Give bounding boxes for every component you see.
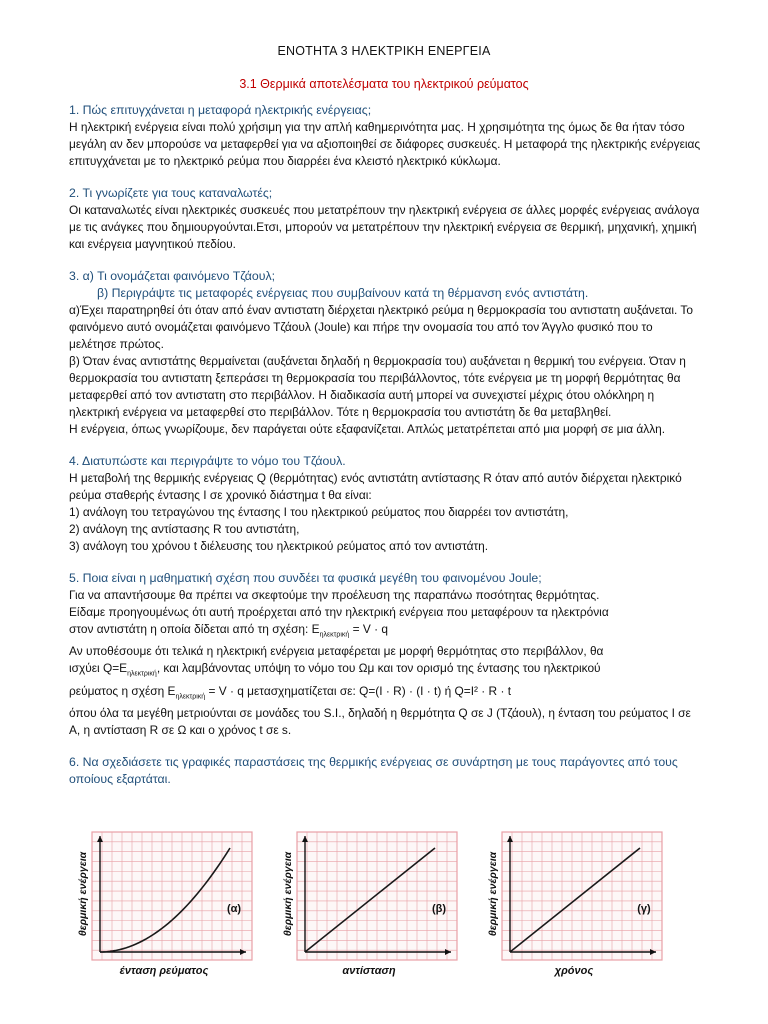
- question-1-title: 1. Πώς επιτυγχάνεται η μεταφορά ηλεκτρικής ενέργειας;: [69, 103, 372, 117]
- question-5-line-1: Για να απαντήσουμε θα πρέπει να σκεφτούμε την προέλευση της παραπάνω ποσότητας θερμότητας.: [69, 588, 600, 602]
- graph-resistance: [271, 828, 461, 980]
- graph-x-label: χρόνος: [554, 965, 594, 977]
- graph-tag: (α): [226, 903, 242, 915]
- question-3-title-a: 3. α) Τι ονομάζεται φαινόμενο Τζάουλ;: [69, 269, 276, 283]
- question-5-title: 5. Ποια είναι η μαθηματική σχέση που συνδέει τα φυσικά μεγέθη του φαινομένου Joule;: [69, 571, 542, 585]
- graph-current: [66, 828, 256, 980]
- question-4-item-1: 1) ανάλογη του τετραγώνου της έντασης I του ηλεκτρικού ρεύματος που διαρρέει τον αντιστάτη,: [69, 505, 569, 519]
- question-5-line-6: ρεύματος η σχέση $E_{\eta\lambda\varepsilon\kappa\tau\rho\iota\kappa ή} = V \cdot q$ μετασχηματίζεται σε: Q=(I · R) · (I · t) ή Q=I² · R · t: [69, 683, 512, 701]
- question-3-body-a: α)Έχει παρατηρηθεί ότι όταν από έναν αντιστατη διέρχεται ηλεκτρικό ρεύμα η θερμοκρασία του αντιστατη αυξάνεται. Το φαινόμενο αυτό ονομάζεται φαινόμενο Τζάουλ (Joule) και πήρε την ονομασία του από τον Άγγλο φυσικό που το μελέτησε πρώτος.: [69, 303, 694, 351]
- graph-x-label: αντίσταση: [342, 965, 396, 977]
- question-5-line-7: όπου όλα τα μεγέθη μετριούνται σε μονάδες του S.I., δηλαδή η θερμότητα Q σε J (Τζάουλ), η ένταση του ρεύματος I σε A, η αντίσταση R σε Ω και ο χρόνος t σε s.: [69, 706, 691, 738]
- graph-x-label: ένταση ρεύματος: [119, 965, 209, 977]
- graph-time: [476, 828, 666, 980]
- question-4-item-2: 2) ανάλογη της αντίστασης R του αντιστάτη,: [69, 522, 300, 536]
- question-2-body: Οι καταναλωτές είναι ηλεκτρικές συσκευές που μετατρέπουν την ηλεκτρική ενέργεια σε άλλες μορφές ενέργειας ανάλογα με τις ανάγκες που δημιουργούνται.Ετσι, μπορούν να μετατρέπουν την ηλεκτρική ενέργεια σε θερμική, μηχανική, χημική και ενέργεια μαγνητικού πεδίου.: [69, 203, 700, 251]
- graphs-row: [66, 828, 716, 980]
- question-4-item-3: 3) ανάλογη του χρόνου t διέλευσης του ηλεκτρικού ρεύματος από τον αντιστάτη.: [69, 539, 489, 553]
- graph-y-label: θερμική ενέργεια: [77, 851, 89, 937]
- question-5-line-2: Είδαμε προηγουμένως ότι αυτή προέρχεται από την ηλεκτρική ενέργεια που μεταφέρουν τα ηλεκτρόνια: [69, 605, 609, 619]
- graph-y-label: θερμική ενέργεια: [282, 851, 294, 937]
- graph-y-label: θερμική ενέργεια: [487, 851, 499, 937]
- question-3-body-c: Η ενέργεια, όπως γνωρίζουμε, δεν παράγεται ούτε εξαφανίζεται. Απλώς μετατρέπεται από μια μορφή σε μια άλλη.: [69, 422, 666, 436]
- question-5-line-5: ισχύει $Q=E_{\eta\lambda\varepsilon\kappa\tau\rho\iota\kappa ή}$, και λαμβάνοντας υπόψη το νόμο του Ωμ και τον ορισμό της έντασης του ηλεκτρικού: [69, 661, 601, 678]
- question-2-title: 2. Τι γνωρίζετε για τους καταναλωτές;: [69, 186, 273, 200]
- question-3-title-b: β) Περιγράψτε τις μεταφορές ενέργειας που συμβαίνουν κατά τη θέρμανση ενός αντιστάτη.: [97, 286, 589, 300]
- question-6-title: 6. Να σχεδιάσετε τις γραφικές παραστάσεις της θερμικής ενέργειας σε συνάρτηση με τους παράγοντες από τους οποίους εξαρτάται.: [69, 755, 678, 787]
- question-5-line-4: Αν υποθέσουμε ότι τελικά η ηλεκτρική ενέργεια μεταφέρεται με μορφή θερμότητας στο περιβάλλον, θα: [69, 644, 604, 659]
- question-4-body: Η μεταβολή της θερμικής ενέργειας Q (θερμότητας) ενός αντιστάτη αντίστασης R όταν από αυτόν διέρχεται ηλεκτρικό ρεύμα σταθερής έντασης I σε χρονικό διάστημα t θα είναι:: [69, 471, 682, 502]
- question-3-body-b: β) Όταν ένας αντιστάτης θερμαίνεται (αυξάνεται δηλαδή η θερμοκρασία του) αυξάνεται η θερμική του ενέργεια. Όταν η θερμοκρασία του αντιστατη ξεπεράσει τη θερμοκρασία του περιβάλλοντος, τότε ενέργεια με τη μορφή θερμότητας θα μεταφερθεί από τον αντιστατη στο περιβάλλον. Η διαδικασία αυτή μπορεί να συνεχιστεί μέχρις ότου ολόκληρη η ηλεκτρική ενέργεια να μεταφερθεί στο περιβάλλον. Τότε η θερμοκρασία του αντιστάτη δε θα μεταβληθεί.: [69, 354, 686, 419]
- document-body: [69, 102, 701, 788]
- graph-tag: (γ): [637, 903, 651, 915]
- page-title: ΕΝΟΤΗΤΑ 3 ΗΛΕΚΤΡΙΚΗ ΕΝΕΡΓΕΙΑ: [277, 44, 491, 58]
- section-title: 3.1 Θερμικά αποτελέσματα του ηλεκτρικού ρεύματος: [239, 77, 529, 91]
- question-5-line-3: στον αντιστάτη η οποία δίδεται από τη σχέση: $E_{\eta\lambda\varepsilon\kappa\tau\rho\iota\kappa ή} = V \cdot q$: [69, 622, 388, 639]
- question-1-body: Η ηλεκτρική ενέργεια είναι πολύ χρήσιμη για την απλή καθημερινότητα μας. Η χρησιμότητα της όμως δε θα ήταν τόσο μεγάλη αν δεν μπορούσε να μεταφερθεί για να αξιοποιηθεί σε διάφορες συσκευές. Η μεταφορά της ηλεκτρικής ενέργειας επιτυγχάνεται με το ηλεκτρικό ρεύμα που διαρρέει ένα κλειστό ηλεκτρικό κύκλωμα.: [69, 120, 701, 168]
- graph-tag: (β): [431, 903, 447, 915]
- question-4-title: 4. Διατυπώστε και περιγράψτε το νόμο του Τζάουλ.: [69, 454, 346, 468]
